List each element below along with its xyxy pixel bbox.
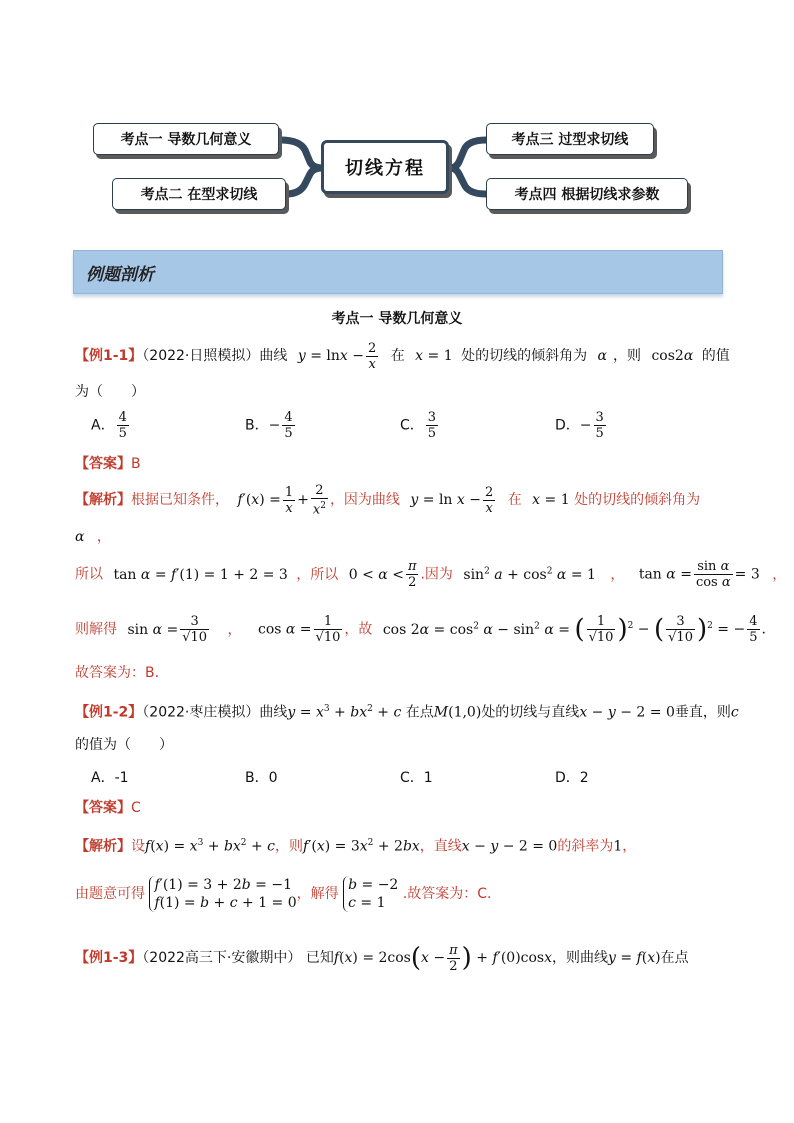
ex1-text: 处的切线的倾斜角为 bbox=[461, 348, 588, 364]
ex2-analysis-text: 设 bbox=[131, 838, 145, 855]
ex1-analysis-text: ， bbox=[227, 621, 242, 638]
ex1-analysis-text: 则解得 bbox=[75, 621, 117, 638]
section-title: 考点一 导数几何意义 bbox=[331, 311, 463, 327]
answer-value: C bbox=[131, 800, 141, 816]
ex2-option-d[interactable]: D．2 bbox=[555, 770, 589, 786]
analysis-tag: 【解析】 bbox=[75, 492, 131, 508]
ex1-analysis-line1: 【解析】根据已知条件， f′(x) = $\frac{1}{x}$ + $\frac{2}{x^2}$ ，因为曲线 y = ln x − $\frac{2}{x}$ 在 x = 1 处的切线的倾斜角为 bbox=[75, 482, 701, 518]
ex3-tag: 【例1-3】 bbox=[75, 950, 143, 966]
ex2-stem-line2: 的值为（ ） bbox=[75, 737, 173, 753]
node-kaodian-2: 考点二 在型求切线 bbox=[112, 178, 286, 210]
ex3-text: 已知 bbox=[305, 950, 334, 966]
ex1-option-label: C． bbox=[400, 417, 424, 434]
ex3-stem-line1: 【例1-3】（2022高三下·安徽期中） 已知f(x) = 2cos(x − $\frac{\pi}{2}$ ) + f′(0)cosx，则曲线y = f(x)在点 bbox=[75, 942, 689, 974]
ex2-option-c[interactable]: C．1 bbox=[400, 770, 433, 786]
mind-map bbox=[0, 0, 794, 240]
ex1-stem-line2: 为（ ） bbox=[75, 384, 145, 400]
ex2-text: 处的切线与直线 bbox=[481, 704, 580, 721]
ex3-text: ，则曲线 bbox=[552, 950, 609, 966]
ex2-source: （2022·枣庄模拟） bbox=[142, 704, 260, 721]
ex1-option-a[interactable]: A． $\frac{4}{5}$ bbox=[91, 410, 127, 441]
ex1-analysis-text: 根据已知条件， bbox=[131, 492, 229, 508]
ex1-option-label: D． bbox=[555, 417, 580, 434]
ex2-option-b[interactable]: B．0 bbox=[245, 770, 278, 786]
ex2-analysis-line2: 由题意可得 f′(1) = 3 + 2b = −1 f(1) = b + c + 1 = 0 ，解得 b = −2 c = 1 .故答案为：C. bbox=[75, 877, 492, 911]
ex2-analysis-text: ，则 bbox=[275, 838, 304, 855]
ex2-text: 垂直，则 bbox=[674, 704, 731, 721]
ex1-analysis-text: ， bbox=[772, 566, 787, 583]
ex2-text: 在点 bbox=[405, 704, 434, 721]
ex1-analysis-text: 所以 bbox=[75, 566, 103, 583]
ex1-option-b[interactable]: B．− $\frac{4}{5}$ bbox=[245, 410, 293, 441]
ex2-analysis-text: .故答案为：C. bbox=[402, 886, 492, 902]
ex3-text: 在点 bbox=[660, 950, 689, 966]
ex1-option-d[interactable]: D．− $\frac{3}{5}$ bbox=[555, 410, 604, 441]
ex2-analysis-text: ，解得 bbox=[296, 886, 339, 902]
ex2-analysis-text: 的斜率为 bbox=[557, 838, 614, 855]
ex1-analysis-text: .因为 bbox=[420, 566, 453, 583]
ex2-option-a[interactable]: A．-1 bbox=[91, 770, 129, 786]
ex1-text: ，则 bbox=[613, 348, 641, 364]
ex1-analysis-text: ，所以 bbox=[296, 566, 339, 583]
ex2-stem-line1: 【例1-2】（2022·枣庄模拟）曲线$y = x^3 + bx^2 + c$ 在点M(1,0)处的切线与直线x − y − 2 = 0垂直，则c bbox=[75, 704, 739, 721]
ex2-tag: 【例1-2】 bbox=[75, 704, 143, 721]
ex1-analysis-line3: 所以 tan α = f′(1) = 1 + 2 = 3 ，所以 0 < α < $\frac{\pi}{2}$ .因为 $\sin^2 a + \cos^2 \alpha = 1$ ， tan α = $\frac{\text{sin α}}{\text{cos α}}$ = 3 ， bbox=[75, 559, 787, 591]
ex1-text: 在 bbox=[390, 348, 405, 364]
analysis-tag: 【解析】 bbox=[75, 838, 131, 855]
ex1-analysis-text: ， bbox=[96, 529, 111, 545]
ex1-analysis-text: ， bbox=[610, 566, 625, 583]
ex2-analysis-text: ， bbox=[622, 838, 637, 855]
section-banner: 例题剖析 bbox=[73, 250, 723, 294]
node-kaodian-3: 考点三 过型求切线 bbox=[486, 123, 654, 155]
ex1-analysis-text: 处的切线的倾斜角为 bbox=[574, 492, 701, 508]
ex1-text: 曲线 bbox=[259, 348, 288, 364]
answer-tag: 【答案】 bbox=[75, 800, 131, 816]
ex1-source: （2022·日照模拟） bbox=[142, 348, 260, 364]
ex1-analysis-line4: 则解得 sin α = $\frac{3}{√10}$ ， cos α = $\frac{1}{√10}$ ，故 $\cos 2\alpha = \cos^2 \alpha - \sin^2 \alpha$ = ( $\frac{1}{√10}$ )$^2$ − ( $\frac{3}{√10}$ )$^2$ = − $\frac{4}{5}$ . bbox=[75, 614, 766, 646]
ex1-stem-line1: 【例1-1】（2022·日照模拟）曲线 y = lnx − $\frac{2}{x}$ 在 x = 1 处的切线的倾斜角为 α ，则 cos2α 的值 bbox=[75, 340, 730, 372]
ex2-analysis-text: 由题意可得 bbox=[75, 886, 145, 902]
ex1-option-label: A． bbox=[91, 417, 115, 434]
ex1-text: 的值 bbox=[701, 348, 730, 364]
node-kaodian-4: 考点四 根据切线求参数 bbox=[486, 178, 688, 210]
ex1-option-label: B． bbox=[245, 417, 269, 434]
ex1-analysis-text: ，故 bbox=[344, 621, 373, 638]
ex2-answer bbox=[75, 799, 141, 817]
ex1-tag: 【例1-1】 bbox=[75, 348, 143, 364]
answer-value: B bbox=[131, 456, 141, 472]
ex1-answer bbox=[75, 455, 141, 473]
center-node: 切线方程 bbox=[321, 140, 449, 194]
answer-tag: 【答案】 bbox=[75, 456, 131, 472]
ex3-source: （2022高三下·安徽期中） bbox=[142, 950, 302, 966]
ex2-text: 曲线 bbox=[259, 704, 288, 721]
ex1-analysis-line2: α ， bbox=[75, 529, 111, 545]
ex1-analysis-text: 在 bbox=[507, 492, 522, 508]
node-kaodian-1: 考点一 导数几何意义 bbox=[93, 123, 279, 155]
ex1-option-c[interactable]: C． $\frac{3}{5}$ bbox=[400, 410, 437, 441]
ex2-analysis-line1: 【解析】设$f(x) = x^3 + bx^2 + c$，则$f'(x) = 3x^2 + 2bx$，直线x − y − 2 = 0的斜率为1， bbox=[75, 838, 637, 855]
ex2-analysis-text: ，直线 bbox=[419, 838, 462, 855]
ex1-conclusion: 故答案为：B. bbox=[75, 665, 160, 681]
ex1-analysis-text: ，因为曲线 bbox=[329, 492, 400, 508]
